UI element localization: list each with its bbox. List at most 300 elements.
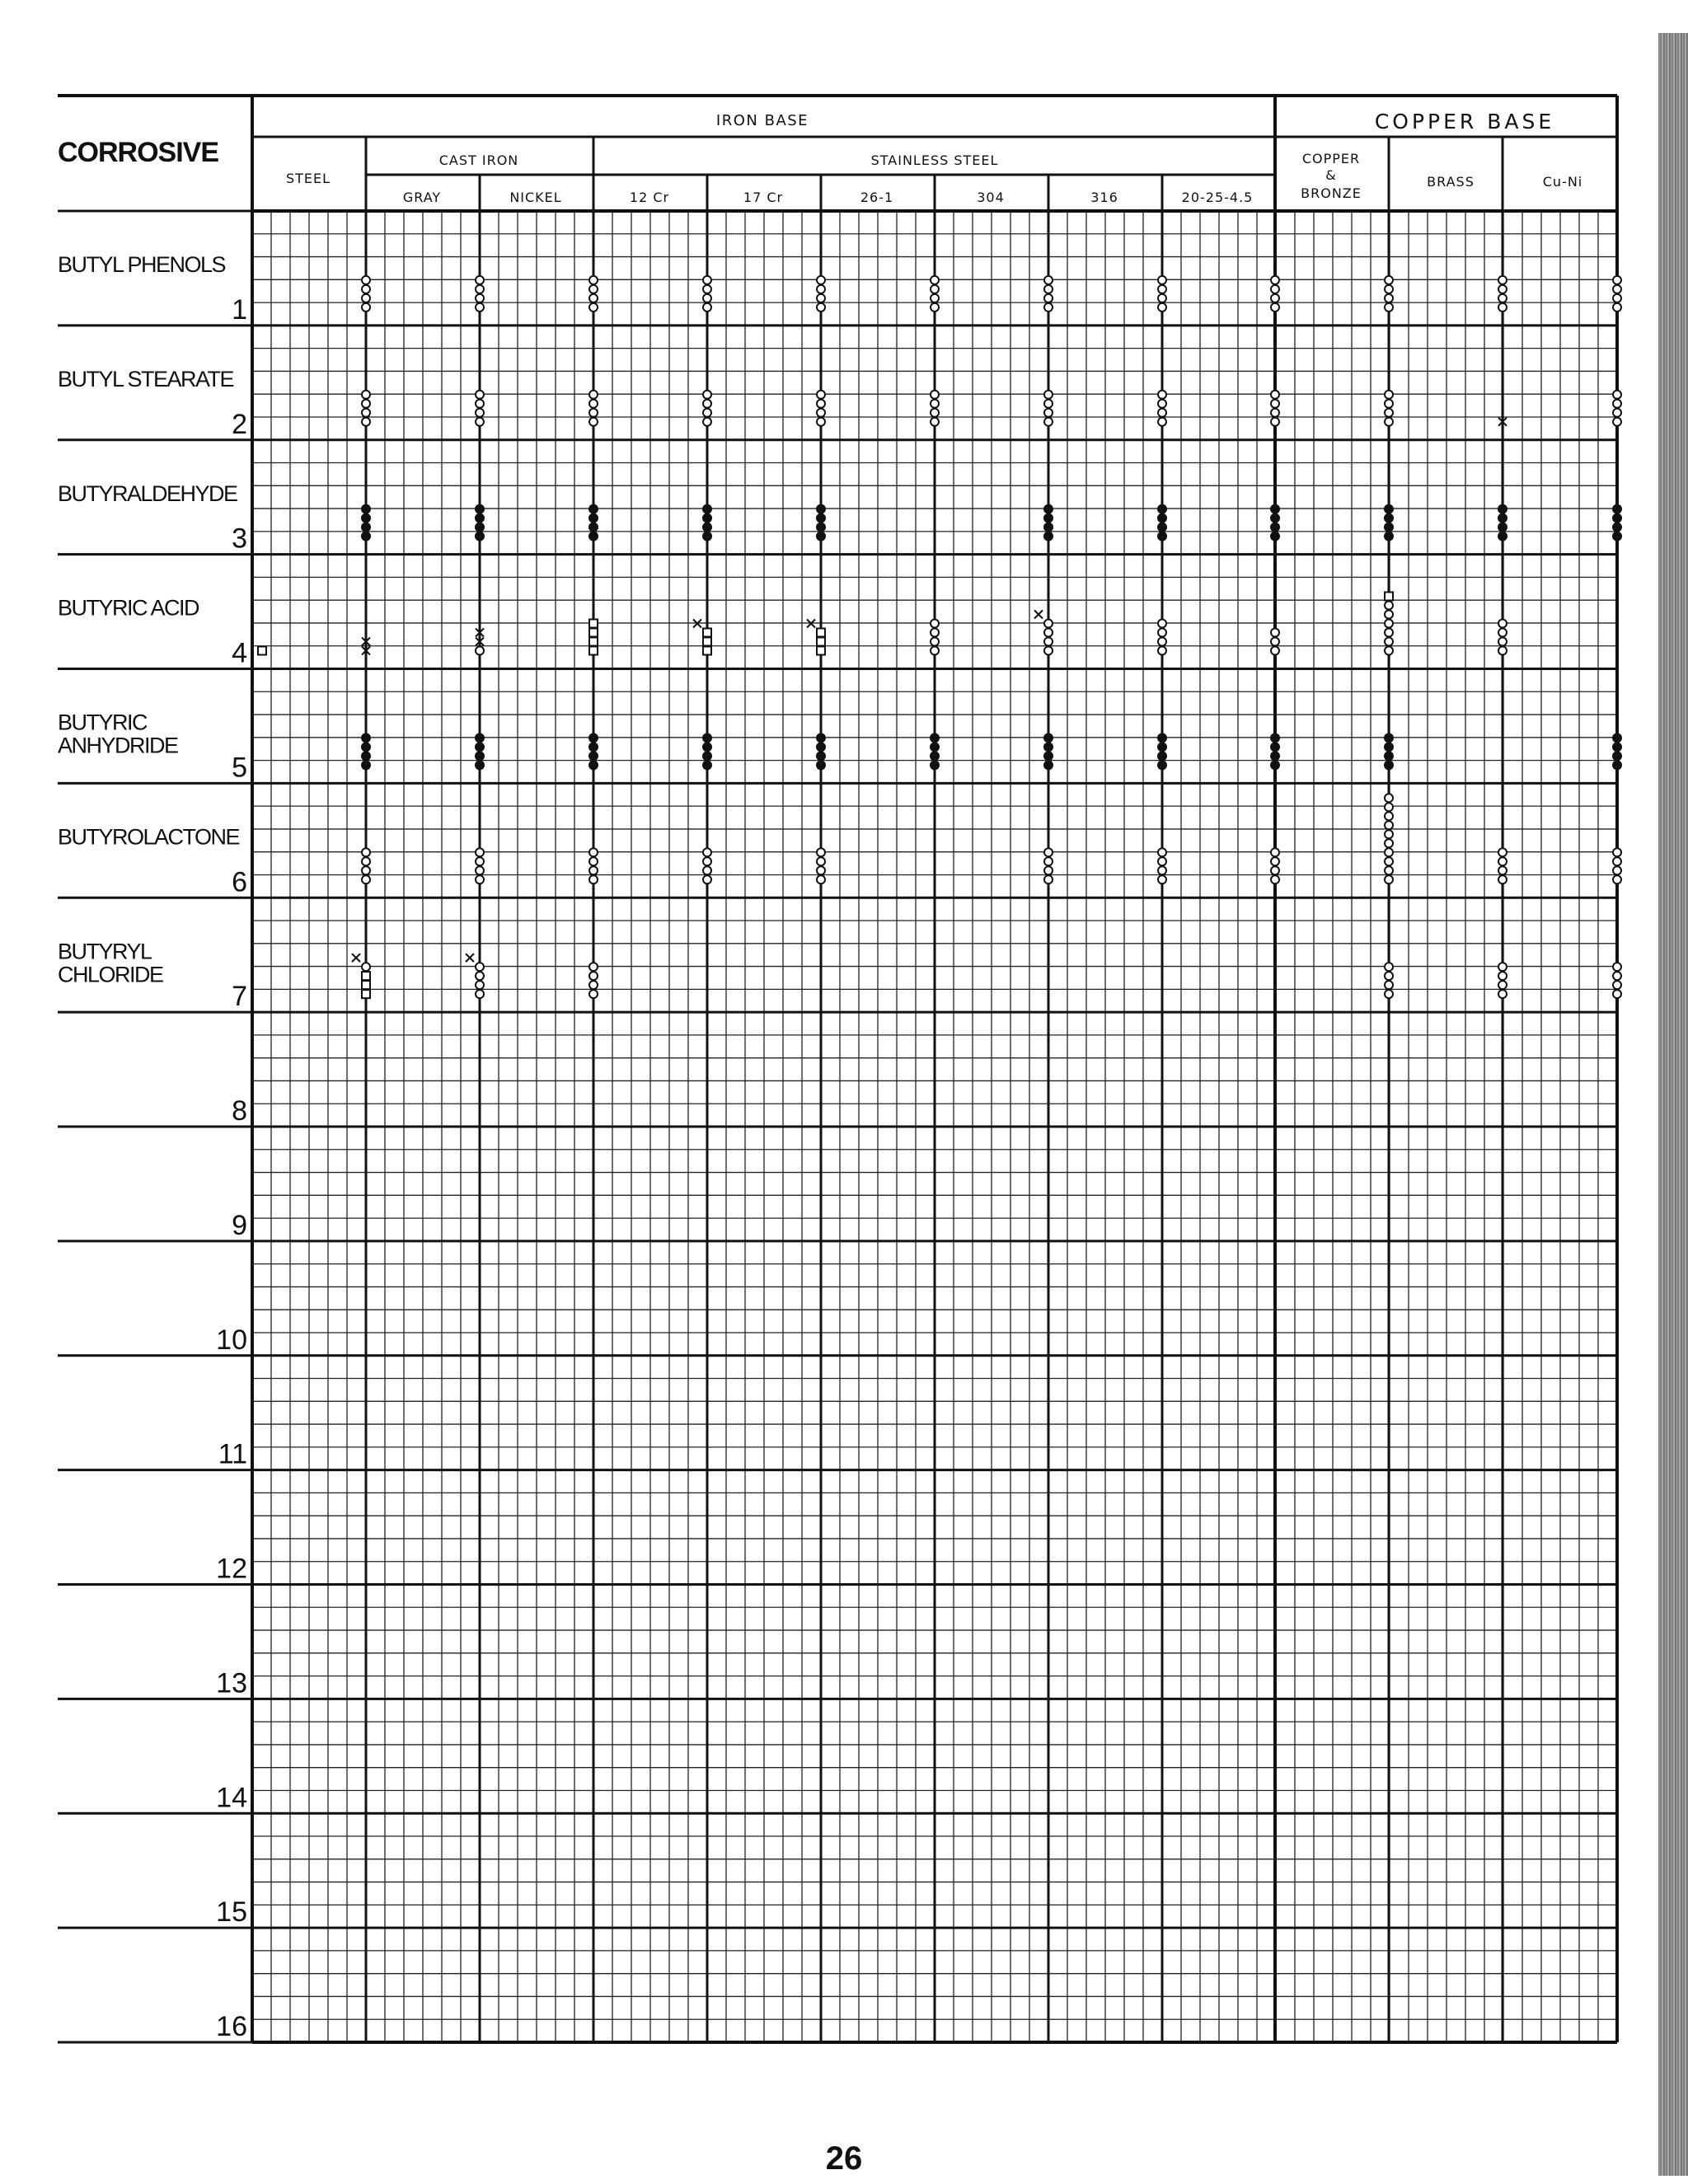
filled-circle-mark bbox=[1612, 504, 1622, 514]
open-circle-mark bbox=[1044, 285, 1053, 293]
open-circle-mark bbox=[931, 638, 939, 646]
row-number: 6 bbox=[232, 866, 247, 898]
open-circle-mark bbox=[1044, 294, 1053, 302]
row-number: 15 bbox=[216, 1896, 247, 1929]
filled-circle-mark bbox=[361, 733, 371, 743]
open-circle-mark bbox=[1044, 620, 1053, 628]
open-circle-mark bbox=[1271, 400, 1279, 408]
open-circle-mark bbox=[703, 875, 711, 883]
open-circle-mark bbox=[1498, 875, 1507, 883]
filled-circle-mark bbox=[1384, 513, 1394, 523]
open-square-mark bbox=[362, 990, 370, 998]
row-number: 13 bbox=[216, 1667, 247, 1699]
filled-circle-mark bbox=[361, 751, 371, 761]
filled-circle-mark bbox=[1612, 532, 1622, 541]
filled-circle-mark bbox=[1157, 760, 1167, 770]
filled-circle-mark bbox=[1043, 760, 1053, 770]
filled-circle-mark bbox=[1270, 742, 1280, 752]
open-circle-mark bbox=[1158, 866, 1166, 874]
s304-header: 304 bbox=[977, 190, 1005, 205]
filled-circle-mark bbox=[1384, 760, 1394, 770]
open-circle-mark bbox=[817, 857, 825, 865]
open-square-mark bbox=[703, 629, 711, 637]
open-circle-mark bbox=[1385, 839, 1393, 847]
row-name: CHLORIDE bbox=[58, 962, 163, 987]
open-circle-mark bbox=[1158, 875, 1166, 883]
open-circle-mark bbox=[817, 848, 825, 856]
filled-circle-mark bbox=[816, 742, 826, 752]
open-circle-mark bbox=[1385, 602, 1393, 610]
open-circle-mark bbox=[1613, 303, 1621, 312]
open-circle-mark bbox=[589, 848, 598, 856]
open-circle-mark bbox=[1158, 303, 1166, 312]
open-circle-mark bbox=[1271, 875, 1279, 883]
row-name: BUTYRALDEHYDE bbox=[58, 480, 237, 506]
filled-circle-mark bbox=[588, 504, 598, 514]
open-circle-mark bbox=[476, 972, 484, 980]
iron-base-header: IRON BASE bbox=[715, 112, 809, 129]
open-circle-mark bbox=[1613, 972, 1621, 980]
open-circle-mark bbox=[1044, 629, 1053, 637]
open-circle-mark bbox=[362, 857, 370, 865]
open-circle-mark bbox=[817, 409, 825, 417]
cast-iron-header: CAST IRON bbox=[438, 152, 519, 168]
open-circle-mark bbox=[1158, 276, 1166, 284]
open-circle-mark bbox=[1271, 276, 1279, 284]
open-circle-mark bbox=[1498, 303, 1507, 312]
row-number: 7 bbox=[232, 981, 247, 1013]
filled-circle-mark bbox=[475, 513, 485, 523]
row-number: 5 bbox=[232, 752, 247, 784]
open-circle-mark bbox=[1385, 629, 1393, 637]
open-circle-mark bbox=[1044, 857, 1053, 865]
cross-mark bbox=[466, 954, 474, 962]
filled-circle-mark bbox=[475, 751, 485, 761]
open-circle-mark bbox=[1385, 285, 1393, 293]
page-title: CORROSIVE bbox=[58, 137, 219, 168]
open-circle-mark bbox=[1498, 285, 1507, 293]
gray-header: GRAY bbox=[402, 190, 442, 205]
open-circle-mark bbox=[1271, 409, 1279, 417]
open-circle-mark bbox=[1158, 629, 1166, 637]
open-circle-mark bbox=[362, 276, 370, 284]
filled-circle-mark bbox=[588, 760, 598, 770]
open-circle-mark bbox=[1158, 647, 1166, 655]
open-circle-mark bbox=[817, 875, 825, 883]
cross-mark bbox=[352, 954, 360, 962]
open-circle-mark bbox=[1158, 285, 1166, 293]
open-circle-mark bbox=[362, 418, 370, 426]
open-circle-mark bbox=[1498, 866, 1507, 874]
open-circle-mark bbox=[476, 285, 484, 293]
s20-25-header: 20-25-4.5 bbox=[1181, 190, 1254, 205]
open-circle-mark bbox=[1385, 803, 1393, 811]
open-circle-mark bbox=[1613, 875, 1621, 883]
open-circle-mark bbox=[1498, 629, 1507, 637]
filled-circle-mark bbox=[702, 751, 712, 761]
row-labels bbox=[58, 252, 247, 2042]
open-circle-mark bbox=[1613, 990, 1621, 998]
row-name: BUTYL STEARATE bbox=[58, 366, 234, 391]
open-circle-mark bbox=[1271, 866, 1279, 874]
open-circle-mark bbox=[1498, 848, 1507, 856]
filled-circle-mark bbox=[475, 504, 485, 514]
open-circle-mark bbox=[1271, 294, 1279, 302]
filled-circle-mark bbox=[1270, 532, 1280, 541]
filled-circle-mark bbox=[1612, 523, 1622, 532]
open-circle-mark bbox=[1271, 647, 1279, 655]
filled-circle-mark bbox=[1384, 504, 1394, 514]
open-circle-mark bbox=[703, 418, 711, 426]
open-circle-mark bbox=[1385, 990, 1393, 998]
open-circle-mark bbox=[476, 963, 484, 971]
open-square-mark bbox=[1385, 593, 1393, 601]
open-circle-mark bbox=[589, 400, 598, 408]
filled-circle-mark bbox=[1157, 751, 1167, 761]
filled-circle-mark bbox=[1384, 742, 1394, 752]
filled-circle-mark bbox=[361, 513, 371, 523]
open-circle-mark bbox=[1044, 303, 1053, 312]
brass-header: BRASS bbox=[1427, 174, 1475, 190]
open-circle-mark bbox=[703, 857, 711, 865]
open-circle-mark bbox=[817, 866, 825, 874]
open-circle-mark bbox=[1385, 875, 1393, 883]
cr12-header: 12 Cr bbox=[629, 190, 670, 205]
open-circle-mark bbox=[589, 418, 598, 426]
row-name: BUTYRIC bbox=[58, 710, 148, 735]
filled-circle-mark bbox=[702, 733, 712, 743]
open-circle-mark bbox=[476, 848, 484, 856]
open-circle-mark bbox=[476, 391, 484, 399]
open-circle-mark bbox=[1498, 620, 1507, 628]
open-circle-mark bbox=[362, 848, 370, 856]
filled-circle-mark bbox=[1157, 742, 1167, 752]
filled-circle-mark bbox=[1612, 742, 1622, 752]
open-circle-mark bbox=[476, 409, 484, 417]
open-circle-mark bbox=[931, 400, 939, 408]
row-number: 3 bbox=[232, 523, 247, 555]
filled-circle-mark bbox=[702, 523, 712, 532]
filled-circle-mark bbox=[1270, 504, 1280, 514]
open-circle-mark bbox=[1158, 391, 1166, 399]
open-circle-mark bbox=[476, 990, 484, 998]
filled-circle-mark bbox=[1612, 733, 1622, 743]
open-circle-mark bbox=[476, 294, 484, 302]
open-circle-mark bbox=[931, 303, 939, 312]
filled-circle-mark bbox=[475, 733, 485, 743]
open-circle-mark bbox=[703, 294, 711, 302]
open-circle-mark bbox=[931, 285, 939, 293]
open-circle-mark bbox=[589, 857, 598, 865]
open-circle-mark bbox=[362, 400, 370, 408]
filled-circle-mark bbox=[930, 733, 940, 743]
filled-circle-mark bbox=[1384, 733, 1394, 743]
filled-circle-mark bbox=[475, 523, 485, 532]
open-circle-mark bbox=[362, 875, 370, 883]
filled-circle-mark bbox=[361, 523, 371, 532]
filled-circle-mark bbox=[1043, 751, 1053, 761]
row-number: 1 bbox=[232, 293, 247, 326]
open-circle-mark bbox=[362, 391, 370, 399]
filled-circle-mark bbox=[702, 760, 712, 770]
filled-circle-mark bbox=[1270, 751, 1280, 761]
open-circle-mark bbox=[1498, 857, 1507, 865]
filled-circle-mark bbox=[1498, 523, 1507, 532]
row-number: 11 bbox=[218, 1438, 247, 1470]
open-circle-mark bbox=[1158, 620, 1166, 628]
open-circle-mark bbox=[1271, 285, 1279, 293]
filled-circle-mark bbox=[588, 523, 598, 532]
open-circle-mark bbox=[1158, 848, 1166, 856]
copper-bronze-header-3: BRONZE bbox=[1301, 185, 1362, 201]
open-circle-mark bbox=[476, 303, 484, 312]
open-circle-mark bbox=[817, 303, 825, 312]
cross-mark bbox=[1034, 611, 1043, 619]
open-circle-mark bbox=[931, 276, 939, 284]
open-square-mark bbox=[703, 647, 711, 655]
open-circle-mark bbox=[1613, 418, 1621, 426]
open-circle-mark bbox=[817, 285, 825, 293]
open-circle-mark bbox=[1044, 391, 1053, 399]
open-circle-mark bbox=[1385, 981, 1393, 989]
open-square-mark bbox=[817, 638, 825, 646]
open-circle-mark bbox=[476, 276, 484, 284]
open-circle-mark bbox=[1158, 400, 1166, 408]
open-circle-mark bbox=[476, 647, 484, 655]
open-circle-mark bbox=[703, 276, 711, 284]
open-circle-mark bbox=[1385, 391, 1393, 399]
open-circle-mark bbox=[1498, 972, 1507, 980]
open-circle-mark bbox=[1158, 638, 1166, 646]
filled-circle-mark bbox=[930, 760, 940, 770]
filled-circle-mark bbox=[1043, 742, 1053, 752]
open-circle-mark bbox=[1385, 812, 1393, 820]
filled-circle-mark bbox=[1384, 523, 1394, 532]
row-number: 14 bbox=[216, 1782, 247, 1814]
filled-circle-mark bbox=[816, 760, 826, 770]
open-circle-mark bbox=[1158, 857, 1166, 865]
filled-circle-mark bbox=[588, 733, 598, 743]
open-circle-mark bbox=[1385, 638, 1393, 646]
filled-circle-mark bbox=[930, 742, 940, 752]
open-circle-mark bbox=[1385, 611, 1393, 619]
open-circle-mark bbox=[817, 276, 825, 284]
open-circle-mark bbox=[589, 963, 598, 971]
open-circle-mark bbox=[1044, 638, 1053, 646]
filled-circle-mark bbox=[1498, 504, 1507, 514]
filled-circle-mark bbox=[361, 532, 371, 541]
open-circle-mark bbox=[1385, 409, 1393, 417]
row-number: 9 bbox=[232, 1209, 247, 1241]
row-number: 10 bbox=[216, 1324, 247, 1356]
open-circle-mark bbox=[1498, 647, 1507, 655]
open-square-mark bbox=[589, 629, 598, 637]
filled-circle-mark bbox=[1270, 523, 1280, 532]
row-number: 12 bbox=[216, 1553, 247, 1585]
open-circle-mark bbox=[1498, 990, 1507, 998]
open-circle-mark bbox=[1498, 276, 1507, 284]
open-circle-mark bbox=[1385, 620, 1393, 628]
open-circle-mark bbox=[589, 990, 598, 998]
filled-circle-mark bbox=[1157, 523, 1167, 532]
filled-circle-mark bbox=[1612, 751, 1622, 761]
filled-circle-mark bbox=[361, 742, 371, 752]
open-circle-mark bbox=[1385, 972, 1393, 980]
open-circle-mark bbox=[931, 391, 939, 399]
open-circle-mark bbox=[1271, 391, 1279, 399]
filled-circle-mark bbox=[1612, 760, 1622, 770]
row-number: 2 bbox=[232, 408, 247, 440]
filled-circle-mark bbox=[816, 513, 826, 523]
filled-circle-mark bbox=[702, 742, 712, 752]
open-circle-mark bbox=[589, 409, 598, 417]
open-circle-mark bbox=[1385, 418, 1393, 426]
open-square-mark bbox=[362, 981, 370, 989]
filled-circle-mark bbox=[816, 523, 826, 532]
open-circle-mark bbox=[362, 285, 370, 293]
row-name: ANHYDRIDE bbox=[58, 733, 178, 758]
filled-circle-mark bbox=[1498, 532, 1507, 541]
open-square-mark bbox=[589, 647, 598, 655]
open-circle-mark bbox=[1158, 418, 1166, 426]
open-circle-mark bbox=[476, 875, 484, 883]
open-circle-mark bbox=[476, 857, 484, 865]
open-square-mark bbox=[362, 972, 370, 980]
filled-circle-mark bbox=[816, 504, 826, 514]
open-circle-mark bbox=[703, 303, 711, 312]
open-circle-mark bbox=[1385, 294, 1393, 302]
open-circle-mark bbox=[1613, 400, 1621, 408]
open-circle-mark bbox=[931, 620, 939, 628]
filled-circle-mark bbox=[588, 513, 598, 523]
row-number: 16 bbox=[216, 2011, 247, 2042]
page-number: 26 bbox=[825, 2140, 863, 2177]
open-circle-mark bbox=[1613, 391, 1621, 399]
open-circle-mark bbox=[476, 866, 484, 874]
filled-circle-mark bbox=[1043, 733, 1053, 743]
open-circle-mark bbox=[1498, 981, 1507, 989]
open-circle-mark bbox=[1158, 294, 1166, 302]
open-circle-mark bbox=[362, 303, 370, 312]
open-circle-mark bbox=[362, 963, 370, 971]
major-grid bbox=[58, 96, 1617, 2042]
open-circle-mark bbox=[1613, 848, 1621, 856]
open-circle-mark bbox=[1385, 866, 1393, 874]
s316-header: 316 bbox=[1090, 190, 1118, 205]
open-circle-mark bbox=[817, 391, 825, 399]
filled-circle-mark bbox=[1612, 513, 1622, 523]
open-circle-mark bbox=[1385, 848, 1393, 856]
open-circle-mark bbox=[1498, 294, 1507, 302]
open-circle-mark bbox=[476, 981, 484, 989]
row-number: 8 bbox=[232, 1095, 247, 1127]
filled-circle-mark bbox=[1270, 760, 1280, 770]
filled-circle-mark bbox=[702, 504, 712, 514]
open-circle-mark bbox=[931, 629, 939, 637]
cu-ni-header: Cu-Ni bbox=[1542, 174, 1583, 190]
open-circle-mark bbox=[1271, 303, 1279, 312]
open-circle-mark bbox=[1271, 629, 1279, 637]
open-square-mark bbox=[817, 647, 825, 655]
open-circle-mark bbox=[1385, 303, 1393, 312]
filled-circle-mark bbox=[588, 532, 598, 541]
steel-header: STEEL bbox=[285, 171, 331, 186]
open-circle-mark bbox=[1613, 294, 1621, 302]
open-circle-mark bbox=[1498, 963, 1507, 971]
filled-circle-mark bbox=[816, 532, 826, 541]
open-circle-mark bbox=[476, 400, 484, 408]
open-circle-mark bbox=[1498, 638, 1507, 646]
filled-circle-mark bbox=[1384, 751, 1394, 761]
open-circle-mark bbox=[703, 409, 711, 417]
filled-circle-mark bbox=[702, 513, 712, 523]
open-circle-mark bbox=[589, 972, 598, 980]
copper-base-header: COPPER BASE bbox=[1374, 110, 1555, 134]
open-circle-mark bbox=[1044, 418, 1053, 426]
open-circle-mark bbox=[817, 294, 825, 302]
nickel-header: NICKEL bbox=[509, 190, 562, 205]
open-circle-mark bbox=[703, 391, 711, 399]
filled-circle-mark bbox=[588, 751, 598, 761]
open-square-mark bbox=[589, 638, 598, 646]
filled-circle-mark bbox=[702, 532, 712, 541]
open-circle-mark bbox=[1044, 409, 1053, 417]
open-circle-mark bbox=[1613, 276, 1621, 284]
row-name: BUTYL PHENOLS bbox=[58, 252, 226, 277]
open-circle-mark bbox=[1385, 857, 1393, 865]
open-circle-mark bbox=[931, 418, 939, 426]
open-circle-mark bbox=[589, 391, 598, 399]
open-circle-mark bbox=[1044, 866, 1053, 874]
open-circle-mark bbox=[589, 981, 598, 989]
open-circle-mark bbox=[362, 409, 370, 417]
open-circle-mark bbox=[1271, 857, 1279, 865]
filled-circle-mark bbox=[1157, 504, 1167, 514]
s26-1-header: 26-1 bbox=[860, 190, 894, 205]
row-name: BUTYRYL bbox=[58, 939, 152, 964]
open-circle-mark bbox=[589, 294, 598, 302]
open-circle-mark bbox=[1044, 276, 1053, 284]
open-circle-mark bbox=[362, 866, 370, 874]
filled-circle-mark bbox=[1157, 513, 1167, 523]
open-square-mark bbox=[589, 620, 598, 628]
open-circle-mark bbox=[1271, 848, 1279, 856]
open-square-mark bbox=[258, 647, 266, 655]
stainless-steel-header: STAINLESS STEEL bbox=[870, 152, 999, 168]
filled-circle-mark bbox=[816, 733, 826, 743]
open-circle-mark bbox=[1613, 866, 1621, 874]
open-circle-mark bbox=[589, 875, 598, 883]
filled-circle-mark bbox=[1270, 733, 1280, 743]
filled-circle-mark bbox=[816, 751, 826, 761]
row-name: BUTYRIC ACID bbox=[58, 595, 199, 621]
filled-circle-mark bbox=[475, 760, 485, 770]
filled-circle-mark bbox=[361, 504, 371, 514]
filled-circle-mark bbox=[1043, 513, 1053, 523]
open-circle-mark bbox=[817, 418, 825, 426]
filled-circle-mark bbox=[1157, 733, 1167, 743]
filled-circle-mark bbox=[1157, 532, 1167, 541]
filled-circle-mark bbox=[1270, 513, 1280, 523]
rating-marks bbox=[258, 276, 1622, 998]
open-circle-mark bbox=[1044, 647, 1053, 655]
cr17-header: 17 Cr bbox=[743, 190, 784, 205]
copper-bronze-header-1: COPPER bbox=[1301, 151, 1361, 166]
open-circle-mark bbox=[1158, 409, 1166, 417]
open-circle-mark bbox=[1385, 830, 1393, 838]
open-circle-mark bbox=[1613, 285, 1621, 293]
filled-circle-mark bbox=[475, 532, 485, 541]
